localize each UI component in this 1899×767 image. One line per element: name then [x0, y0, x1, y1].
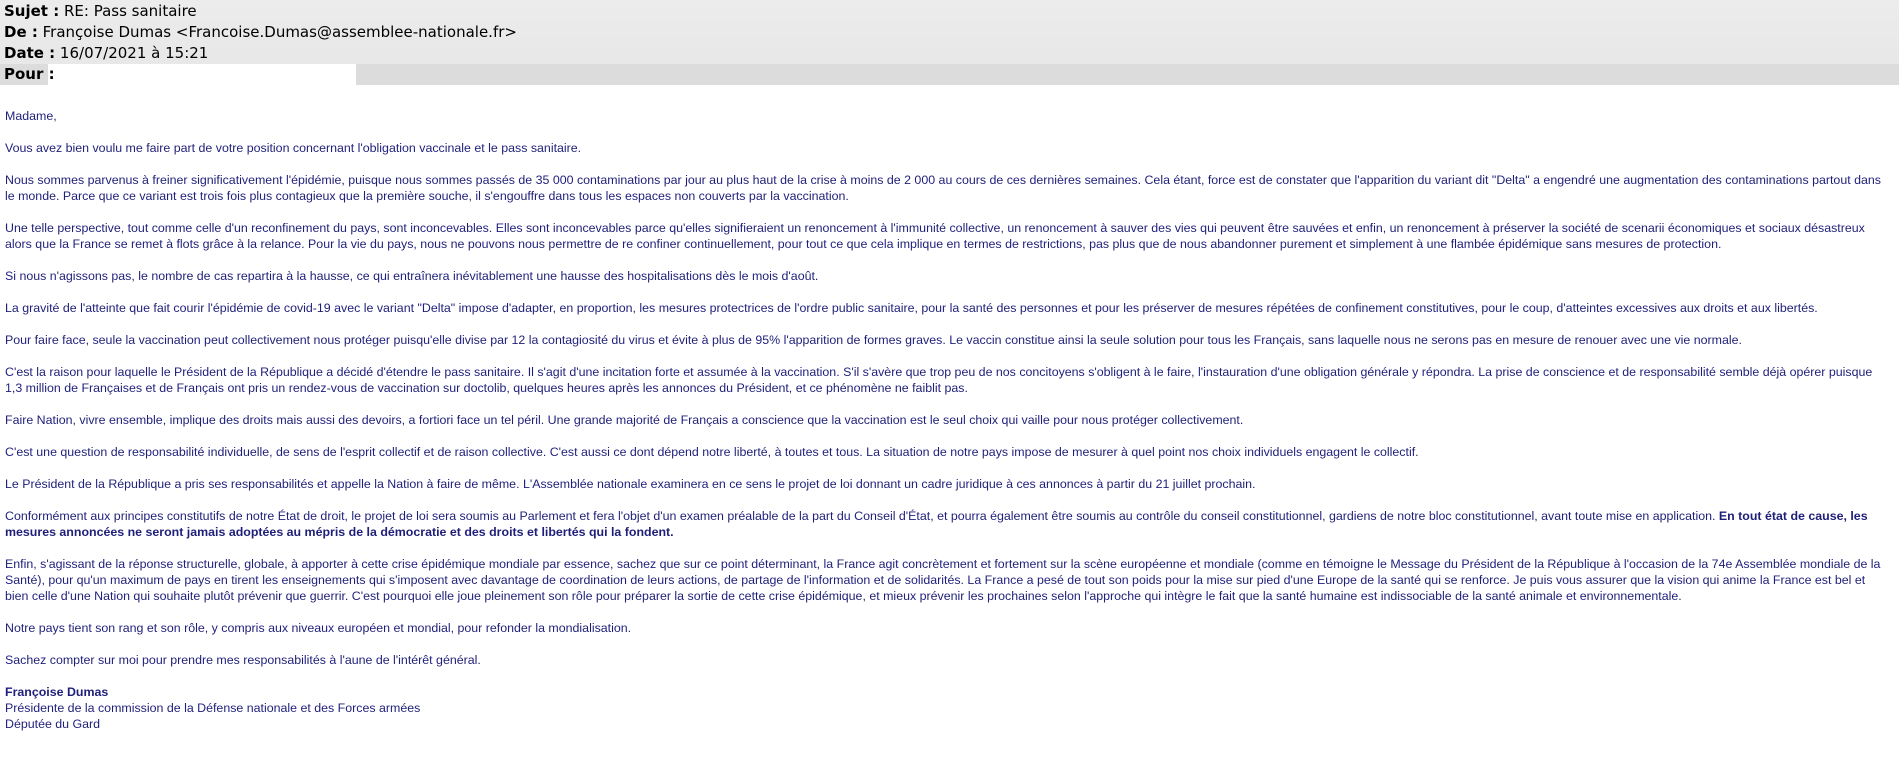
paragraph-11 — [5, 508, 1890, 540]
subject-row — [0, 1, 1899, 22]
to-row — [0, 64, 1899, 85]
paragraph-1: Vous avez bien voulu me faire part de votre position concernant l'obligation vaccinale et le pass sanitaire. — [5, 141, 582, 155]
signature-role: Députée du Gard — [5, 717, 101, 731]
paragraph-6: Pour faire face, seule la vaccination peut collectivement nous protéger puisqu'elle divise par 12 la contagiosité du virus et évite à plus de 95% l'apparition de formes graves. Le vaccin constitue ainsi la seule solution pour tous les Français, sans laquelle nous ne serons pas en mesure de renouer avec une vie normale. — [5, 333, 1742, 347]
paragraph-13: Notre pays tient son rang et son rôle, y compris aux niveaux européen et mondial, pour refonder la mondialisation. — [5, 621, 632, 635]
subject-label: Sujet : — [4, 2, 60, 20]
from-value[interactable]: Françoise Dumas <Francoise.Dumas@assemblee-nationale.fr> — [42, 23, 517, 41]
to-value-field[interactable] — [48, 64, 356, 85]
date-value: 16/07/2021 à 15:21 — [59, 44, 209, 62]
date-label: Date : — [4, 44, 56, 62]
paragraph-3: Une telle perspective, tout comme celle d'un reconfinement du pays, sont inconcevables. Elles sont inconcevables parce qu'elles signifieraient un renoncement à l'immunité collective, un renoncement à sauver des vies qui peuvent être sauvées et enfin, un renoncement à préserver la société de scenarii économiques et sociaux désastreux alors que la France se remet à flots grâce à la relance. Pour la vie du pays, nous ne pouvons nous permettre de re confiner continuellement, pour tout ce que cela implique en termes de restrictions, pas plus que de nous abandonner purement et simplement à une flambée épidémique sans mesures de protection. — [5, 221, 1865, 251]
paragraph-4: Si nous n'agissons pas, le nombre de cas repartira à la hausse, ce qui entraînera inévitablement une hausse des hospitalisations dès le mois d'août. — [5, 269, 819, 283]
paragraph-8: Faire Nation, vivre ensemble, implique des droits mais aussi des devoirs, a fortiori face un tel péril. Une grande majorité de Français a conscience que la vaccination est le seul choix qui vaille pour nous protéger collectivement. — [5, 413, 1244, 427]
email-body — [0, 85, 1895, 732]
paragraph-2: Nous sommes parvenus à freiner significativement l'épidémie, puisque nous sommes passés de 35 000 contaminations par jour au plus haut de la crise à moins de 2 000 au cours de ces dernières semaines. Cela étant, force est de constater que l'apparition du variant dit "Delta" a engendré une augmentation des contaminations partout dans le monde. Parce que ce variant est trois fois plus contagieux que la première souche, il s'engouffre dans tous les espaces non couverts par la vaccination. — [5, 173, 1881, 203]
from-row — [0, 22, 1899, 43]
greeting: Madame, — [5, 109, 57, 123]
signature-block — [5, 684, 1890, 732]
paragraph-14: Sachez compter sur moi pour prendre mes responsabilités à l'aune de l'intérêt général. — [5, 653, 481, 667]
date-row — [0, 43, 1899, 64]
paragraph-12: Enfin, s'agissant de la réponse structurelle, globale, à apporter à cette crise épidémique mondiale par essence, sachez que sur ce point déterminant, la France agit concrètement et fortement sur la scène européenne et mondiale (comme en témoigne le Message du Président de la République à l'occasion de la 74e Assemblée mondiale de la Santé), pour qu'un maximum de pays en tirent les enseignements qui s'imposent avec davantage de coordination de leurs actions, de partage de l'information et de solidarités. La France a pesé de tout son poids pour la mise sur pied d'une Europe de la santé qui se renforce. Je puis vous assurer que la vision qui anime la France est bel et bien celle d'une Nation qui souhaite plutôt prévenir que guerrir. C'est pourquoi elle joue pleinement son rôle pour préparer la sortie de cette crise épidémique, et mieux prévenir les prochaines selon l'approche qui intègre le fait que la santé humaine est indissociable de la santé animale et environnementale. — [5, 557, 1881, 603]
paragraph-9: C'est une question de responsabilité individuelle, de sens de l'esprit collectif et de raison collective. C'est aussi ce dont dépend notre liberté, à toutes et tous. La situation de notre pays impose de mesurer à quel point nos choix individuels engagent le collectif. — [5, 445, 1419, 459]
to-label: Pour : — [4, 65, 55, 83]
signature-name: Françoise Dumas — [5, 685, 109, 699]
from-label: De : — [4, 23, 38, 41]
paragraph-11-emphasis: En tout état de cause, les mesures annoncées ne seront jamais adoptées au mépris de la démocratie et des droits et libertés qui la fondent. — [5, 509, 1868, 539]
paragraph-5: La gravité de l'atteinte que fait courir l'épidémie de covid-19 avec le variant "Delta" impose d'adapter, en proportion, les mesures protectrices de l'ordre public sanitaire, pour la santé des personnes et pour les préserver de mesures répétées de confinement constitutives, pour le coup, d'atteintes excessives aux droits et aux libertés. — [5, 301, 1818, 315]
paragraph-10: Le Président de la République a pris ses responsabilités et appelle la Nation à faire de même. L'Assemblée nationale examinera en ce sens le projet de loi donnant un cadre juridique à ces annonces à partir du 21 juillet prochain. — [5, 477, 1256, 491]
signature-title: Présidente de la commission de la Défense nationale et des Forces armées — [5, 701, 421, 715]
subject-value: RE: Pass sanitaire — [63, 2, 197, 20]
email-header — [0, 0, 1899, 85]
paragraph-7: C'est la raison pour laquelle le Président de la République a décidé d'étendre le pass sanitaire. Il s'agit d'une incitation forte et assumée à la vaccination. S'il s'avère que trop peu de nos concitoyens s'obligent à le faire, l'instauration d'une obligation générale y répondra. La prise de conscience et de responsabilité semble déjà opérer puisque 1,3 million de Françaises et de Français ont pris un rendez-vous de vaccination sur doctolib, quelques heures après les annonces du Président, et ce phénomène ne faiblit pas. — [5, 365, 1873, 395]
paragraph-11-text: Conformément aux principes constitutifs de notre État de droit, le projet de loi sera soumis au Parlement et fera l'objet d'un examen préalable de la part du Conseil d'État, et pourra également être soumis au contrôle du conseil constitutionnel, gardiens de notre bloc constitutionnel, avant toute mise en application. — [5, 509, 1719, 523]
